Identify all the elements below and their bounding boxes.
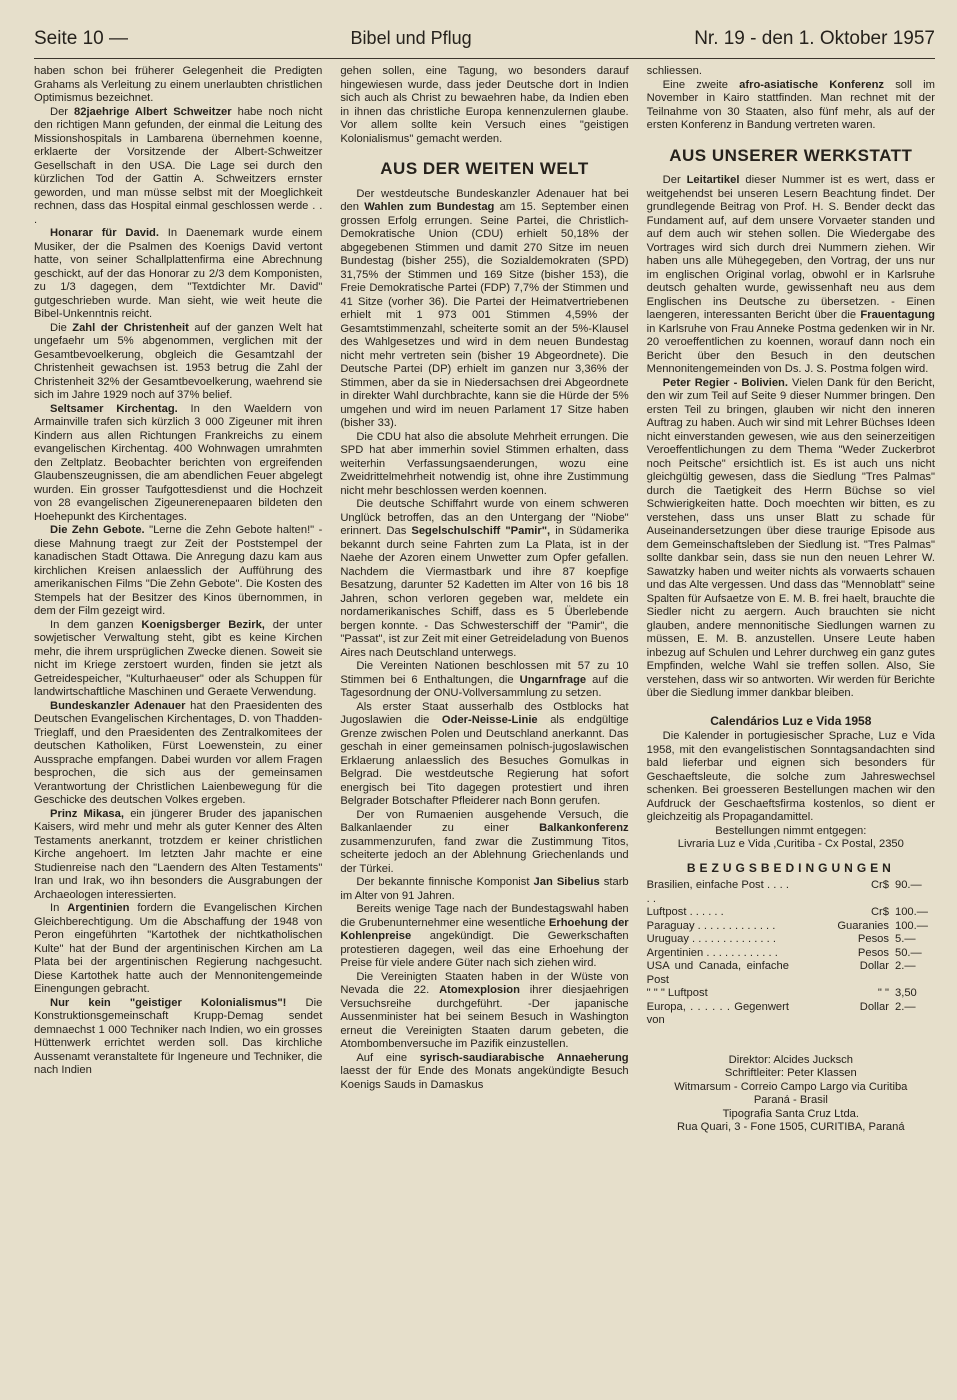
article-paragraph: Der 82jaehrige Albert Schweitzer habe noch nicht den richtigen Mann gefunden, der einmal die Leitung des Missionshospitals in Lambarena übernehmen koenne, erklaerte der Vorsitzende der Albert-Schweitzer Gesellschaft in den USA. Die Lage sei durch den kürzlichen Tod der Gattin A. Schweitzers ernster geworden, und man müsse selbst mit der Moeglichkeit rechnen, dass das Hospital einmal geschlossen werde . . . bbox=[34, 105, 323, 226]
publication-title: Bibel und Pflug bbox=[350, 28, 472, 48]
article-paragraph: Der von Rumaenien ausgehende Versuch, die Balkanlaender zu einer Balkankonferenz zusammenzurufen, fand zwar die Zustimmung Titos, scheiterte jedoch an der Ablehnung Griechenlands und der Türkei. bbox=[340, 808, 629, 875]
price-label: Paraguay . . . . . . . . . . . . . bbox=[646, 919, 776, 932]
price-currency: Cr$ bbox=[870, 879, 889, 891]
price-amount: 90.— bbox=[894, 879, 922, 891]
issue-date: Nr. 19 - den 1. Oktober 1957 bbox=[694, 28, 935, 49]
calendar-address: Livraria Luz e Vida ,Curitiba - Cx Postal, 2350 bbox=[677, 838, 904, 850]
article-paragraph: Die deutsche Schiffahrt wurde von einem schweren Unglück betroffen, das an den Untergang der "Niobe" erinnert. Das Segelschulschiff "Pamir", in Südamerika bekannt durch seine Fahrten zum La Plata, ist in der Naehe der Azoren einem Unwetter zum Opfer gefallen. Nachdem die Viermastbark und ihre 87 koepfige Besatzung, darunter 52 Kadetten im Alter von 16 bis 18 Jahren, schon verloren gegeben war, meldete ein nordamerikanisches Schiff, dass es 5 Überlebende bergen konnte. - Das Schwesterschiff der "Pamir", die "Passat", ist zur Zeit mit einer Getreideladung von Buenos Aires nach Deutschland unterwegs. bbox=[340, 498, 629, 659]
price-row bbox=[647, 906, 935, 920]
article-paragraph: Bereits wenige Tage nach der Bundestagswahl haben die Grubenunternehmer eine wesentliche Erhoehung der Kohlenpreise angekündigt. Die Gewerkschaften protestieren dagegen, weil das eine Erhoehung der Preise für viele andere Güter nach sich ziehen wird. bbox=[340, 903, 629, 969]
price-currency: Pesos bbox=[857, 933, 889, 945]
article-paragraph: haben schon bei früherer Gelegenheit die Predigten Grahams als Verleitung zu einem unerlaubten christlichen Optimismus bezeichnet. bbox=[34, 65, 323, 104]
article-paragraph: Als erster Staat ausserhalb des Ostblocks hat Jugoslawien die Oder-Neisse-Linie als endgültige Grenze zwischen Polen und Deutschland anerkannt. Das geschah in einer gemeinsamen polnisch-jugoslawischen Erklaerung anlaesslich des Besuches Gomulkas in Belgrad. Die westdeutsche Regierung hat sofort energisch bei Tito dagegen protestiert und ihren Belgrader Botschafter Pfleiderer nach Bonn gerufen. bbox=[340, 700, 629, 807]
price-row bbox=[647, 920, 935, 934]
column-2 bbox=[340, 65, 628, 1135]
price-row bbox=[647, 947, 935, 961]
price-currency: Pesos bbox=[857, 946, 889, 959]
article-paragraph: Peter Regier - Bolivien. Vielen Dank für den Bericht, den wir zum Teil auf Seite 9 dieser Nummer bringen. Den ersten Teil zu bringen, glauben wir nicht den inneren Auftrag zu haben. Auch wir sind mit Lehrer Büchses Ideen nicht einverstanden gewesen, wie aus den seinerzeitigen Veroeffentlichungen zu dem Thema "Weder Zuckerbrot noch Peitsche" ersichtlich ist. Es ist auch uns nicht gleichgültig gewesen, dass die Siedlung "Tres Palmas" durch die Taetigkeit des Herrn Büchse so viel Schwierigkeiten hatte. Doch moechten wir bitten, es zu verstehen, dass uns unser Blatt zu schade für Auseinandersetzungen über diese traurige Episode aus dem Gemeinschaftsleben der Siedlung ist. "Tres Palmas" sollte dankbar sein, dass sie nun den neuen Lehrer W. Sawatzky haben und weiter nichts als vorwaerts schauen und das Alte vergessen. Und dass das "Mennoblatt" seine Spalten für Aufsaetze von E. M. B. frei haelt, brauchte die Siedler nicht zu aergern. Auch brauchten sie nicht glauben, andere mennonitische Siedlungen warnen zu müssen, E. M. B. anzustellen. Unsere Leute haben inbezug auf Schulen und Lehrer durchweg ein ganz gutes Empfinden, welche Wahl sie treffen sollen. Also, Sie verstehen, dass wir so antworten. Wir werden für Berichte über die Siedlung immer dankbar bleiben. bbox=[646, 376, 935, 699]
article-paragraph: Der Leitartikel dieser Nummer ist es wert, dass er weitgehendst bei unseren Lesern Beachtung findet. Der grundlegende Beitrag von Prof. H. S. Bender deckt das Fundament auf, auf dem unsere Vorvaeter standen und auf dem auch wir stehen sollen. Die Wiedergabe des Vortrages wird sich durch drei Nummern ziehen. Wir haben uns alle Mühegegeben, den Vortrag, der uns nur im englischen Original vorlag, obwohl er in Karlsruhe deutsch gehalten wurde, gewissenhaft neu aus dem Englischen ins Deutsche zu übersetzen. - Einen laengeren, interessanten Bericht über die Frauentagung in Karlsruhe von Frau Anneke Postma gedenken wir in Nr. 20 veroeffentlichen zu koennen, worauf dann noch ein Bericht über den Besuch in den deutschen Mennonitengemeinden von Ds. J. S. Postma folgen wird. bbox=[646, 174, 935, 375]
imprint-line: Schriftleiter: Peter Klassen bbox=[724, 1067, 857, 1079]
price-amount: 5.— bbox=[894, 933, 916, 945]
imprint-line: Direktor: Alcides Jucksch bbox=[728, 1053, 853, 1066]
article-paragraph: Honarar für David. In Daenemark wurde einem Musiker, der die Psalmen des Koenigs David vertont hatte, von seiner Schallplattenfirma eine Abrechnung geschickt, auf der das Honorar zu 2/3 dem Komponisten, zu 1/3 dagegen, dem "Textdichter Mr. David" gutgeschrieben wurde. Man sieht, wie weit heute die Bibel-Unkenntnis reicht. bbox=[34, 227, 323, 320]
article-paragraph: Die Vereinigten Staaten haben in der Wüste von Nevada die 22. Atomexplosion ihrer diesjaehrigen Versuchsreihe durchgeführt. -Der japanische Aussenminister hat bei seinem Besuch in Washington erneut die Vereinigten Staaten darum gebeten, die Atombombenversuche im Pazifik einzustellen. bbox=[340, 970, 629, 1050]
imprint-line: Witmarsum - Correio Campo Largo via Curitiba bbox=[674, 1080, 908, 1093]
price-label: Uruguay . . . . . . . . . . . . . . bbox=[646, 933, 776, 945]
article-paragraph: Die CDU hat also die absolute Mehrheit errungen. Die SPD hat aber immerhin soviel Stimmen erhalten, dass weiterhin Verfassungsaenderungen, wozu eine Zweidrittelmehrheit notwendig ist, ohne ihre Zustimmung nicht mehr beschlossen werden koennen. bbox=[340, 430, 629, 497]
price-amount: 100.— bbox=[894, 906, 928, 918]
calendar-order-note: Bestellungen nimmt entgegen: bbox=[715, 824, 867, 837]
article-paragraph: Der bekannte finnische Komponist Jan Sibelius starb im Alter von 91 Jahren. bbox=[340, 876, 629, 902]
imprint-line: Rua Quari, 3 - Fone 1505, CURITIBA, Paraná bbox=[677, 1121, 905, 1133]
price-currency: Guaranies bbox=[837, 919, 889, 932]
price-currency: Dollar bbox=[859, 1000, 889, 1013]
imprint-line: Paraná - Brasil bbox=[753, 1094, 828, 1106]
price-currency: Cr$ bbox=[870, 906, 889, 918]
price-currency: " " bbox=[877, 987, 889, 999]
article-paragraph: Die Zahl der Christenheit auf der ganzen Welt hat ungefaehr um 5% abgenommen, verglichen mit der Gesamtbevoelkerung, obgleich die Gesamtzahl der Christenheit gewachsen ist. 1953 betrug die Zahl der Christenheit 32% der Gesamtbevoelkerung, waehrend sie sich im Jahre 1929 noch auf 37% belief. bbox=[34, 321, 323, 401]
subscription-title: BEZUGSBEDINGUNGEN bbox=[686, 860, 895, 875]
price-row bbox=[647, 933, 935, 947]
price-row bbox=[647, 1001, 935, 1028]
article-paragraph: Prinz Mikasa, ein jüngerer Bruder des japanischen Kaisers, wird mehr und mehr als guter Kenner des Alten Testaments anerkannt, trotzdem er keiner christlichen Kirche angehoert. Im letzten Jahr machte er eine Studienreise nach den "Laendern des Alten Testaments" Iran und Irak, wo ihn besonders die Ausgrabungen der Archaeologen interessierten. bbox=[34, 807, 323, 901]
price-currency: Dollar bbox=[859, 960, 889, 972]
article-paragraph: Die Vereinten Nationen beschlossen mit 57 zu 10 Stimmen bei 6 Enthaltungen, die Ungarnfrage auf die Tagesordnung der ONU-Vollversammlung zu setzen. bbox=[340, 660, 629, 699]
article-paragraph: Nur kein "geistiger Kolonialismus"! Die Konstruktionsgemeinschaft Krupp-Demag sendet demnaechst 1 000 Techniker nach Indien, wo ein grosses Hüttenwerk errichtet werden soll. Das kirchliche Aussenamt veranstaltete für Ingeneure und Techniker, die nach Indien bbox=[34, 996, 323, 1076]
page-number: Seite 10 — bbox=[34, 28, 128, 49]
article-paragraph: Der westdeutsche Bundeskanzler Adenauer hat bei den Wahlen zum Bundestag am 15. September einen grossen Erfolg errungen. Seine Partei, die Christlich-Demokratische Union (CDU) erhielt 50,18% der abgegebenen Stimmen und damit 270 Sitze im neuen Bundestag (bisher 255), die Sozialdemokraten (SPD) 31,75% der Stimmen und 169 Sitze (bisher 153), die Freie Demokratische Partei (FDP) 7,7% der Stimmen und 41 Sitze (vorher 36). Die Partei der Heimatvertriebenen erhielt mit 1 973 001 Stimmen 4,59% der Gesamtstimmenzahl, scheiterte somit an der 5%-Klausel des Wahlgesetzes und wird in dem neuen Bundestag nicht mehr vertreten sein (bisher 19 Abgeordnete). Die Deutsche Partei (DP) erhielt im ganzen nur 3,36% der Stimmen, aber da sie in Niedersachsen drei Abgeordnete in direkter Wahl durchbrachte, kann sie die Hürde der 5% umgehen und wird im neuen Parlament 17 Sitze haben (bisher 33). bbox=[340, 187, 629, 429]
article-paragraph: In dem ganzen Koenigsberger Bezirk, der unter sowjetischer Verwaltung steht, gibt es keine Kirchen mehr, die ihrem ursprüglichen Zwecke dienen. Soweit sie nicht im Kriege zerstoert wurden, finden sie jetzt als Getreidespeicher, "Kulturhaeuser" oder als Schuppen für landwirtschaftliche Maschinen und Geraete Verwendung. bbox=[34, 618, 323, 698]
price-amount: 100.— bbox=[894, 919, 928, 932]
price-row bbox=[647, 960, 935, 987]
price-row bbox=[647, 987, 935, 1001]
section-heading-werkstatt: AUS UNSERER WERKSTATT bbox=[669, 145, 913, 165]
column-3 bbox=[647, 65, 935, 1135]
price-row bbox=[647, 879, 935, 906]
price-label: Brasilien, einfache Post . . . . . . bbox=[646, 879, 789, 905]
article-paragraph: Bundeskanzler Adenauer hat den Praesidenten des Deutschen Evangelischen Kirchentages, D. von Thadden-Trieglaff, und den Praesidenten des Zentralkomitees der deutschen Katholiken, Fürst Loewenstein, zu einer Aussprache empfangen. Dabei wurden vor allem Fragen besprochen, die sich aus der gemeinsamen Verantwortung der Christlichen Laienbewegung für die Geschicke des deutschen Volkes ergeben. bbox=[34, 699, 323, 806]
article-paragraph: Die Zehn Gebote. "Lerne die Zehn Gebote halten!" - diese Mahnung traegt zur Zeit der Poststempel der kanadischen Stadt Ottawa. Die Anregung dazu kam aus kirchlichen Kreisen anlaesslich der Aufführung des amerikanischen Films "Die Zehn Gebote". Die Kosten des Stempels hat der Besitzer des Kinos übernommen, in dem der Film gezeigt wird. bbox=[34, 524, 323, 617]
imprint-line: Tipografia Santa Cruz Ltda. bbox=[722, 1107, 860, 1120]
page-header bbox=[34, 28, 935, 59]
article-paragraph: Auf eine syrisch-saudiarabische Annaeherung laesst der für Ende des Monats angekündigte Besuch Koenigs Sauds in Damaskus bbox=[340, 1051, 629, 1091]
calendar-text: Die Kalender in portugiesischer Sprache, Luz e Vida 1958, mit den evangelistischen Sonntagsandachten sind bald lieferbar und eignen sich besonders für Geschaeftsleute, die solche zum Jahreswechsel schenken. Bei groesseren Bestellungen machen wir den Aufdruck der Geschaeftsfirma kostenlos, so dient er gleichzeitig als Propagandamittel. bbox=[646, 730, 935, 823]
price-label: Argentinien . . . . . . . . . . . . bbox=[646, 946, 778, 959]
price-label: Luftpost . . . . . . bbox=[646, 906, 724, 918]
price-label: " " " Luftpost bbox=[646, 987, 708, 999]
article-paragraph: In Argentinien fordern die Evangelischen Kirchen Gleichberechtigung. Um die Abschaffung der 1948 von Peron eingeführten "Kartothek der nichtkatholischen Kulte" hat der Bund der argentinischen Kirchen am La Plata bei der argentinischen Regierung nachgesucht. Diese Kartothek hatte auch der Mennonitengemeinde Einengungen gebracht. bbox=[34, 902, 323, 995]
article-paragraph: Eine zweite afro-asiatische Konferenz soll im November in Kairo stattfinden. Man rechnet mit der Teilnahme von 30 Staaten, also fünf mehr, als auf der ersten Konferenz in Bandung vertreten waren. bbox=[646, 78, 935, 131]
price-label: USA und Canada, einfache Post bbox=[646, 960, 789, 986]
price-label: Europa, . . . . . . Gegenwert von bbox=[646, 1000, 789, 1026]
section-heading-weite-welt: AUS DER WEITEN WELT bbox=[380, 159, 589, 178]
article-paragraph: gehen sollen, eine Tagung, wo besonders darauf hingewiesen wurde, dass jeder Deutsche dort in Indien sich auch als Christ zu bewaehren habe, da Indien eben in ihnen das christliche Europa kennenzulernen glaube. Vor allem sollte kein Versuch eines "geistigen Kolonialismus" gemacht werden. bbox=[340, 65, 629, 145]
price-list bbox=[647, 879, 935, 1028]
price-amount: 50.— bbox=[894, 946, 922, 959]
article-paragraph: schliessen. bbox=[646, 65, 702, 77]
price-amount: 2.— bbox=[894, 960, 916, 972]
article-paragraph: Seltsamer Kirchentag. In den Waeldern von Armainville trafen sich kürzlich 3 000 Zigeuner mit ihren Kindern aus allen Richtungen Frankreichs zu einem evangelischen Kirchentag. 400 Wohnwagen umrahmten den Zeltplatz. Beobachter berichten von ergreifenden Glaubenszeugnissen, die am abendlichen Feuer abgelegt wurden. Ein grosser Taufgottesdienst und die Hochzeit von 28 evangelischen Zigeunerenepaaren bildeten den Hoehepunkt des Kirchentages. bbox=[34, 402, 323, 523]
price-amount: 3,50 bbox=[894, 987, 917, 999]
imprint bbox=[647, 1054, 935, 1135]
price-amount: 2.— bbox=[894, 1000, 916, 1013]
column-1 bbox=[34, 65, 322, 1135]
calendar-title: Calendários Luz e Vida 1958 bbox=[710, 713, 872, 728]
